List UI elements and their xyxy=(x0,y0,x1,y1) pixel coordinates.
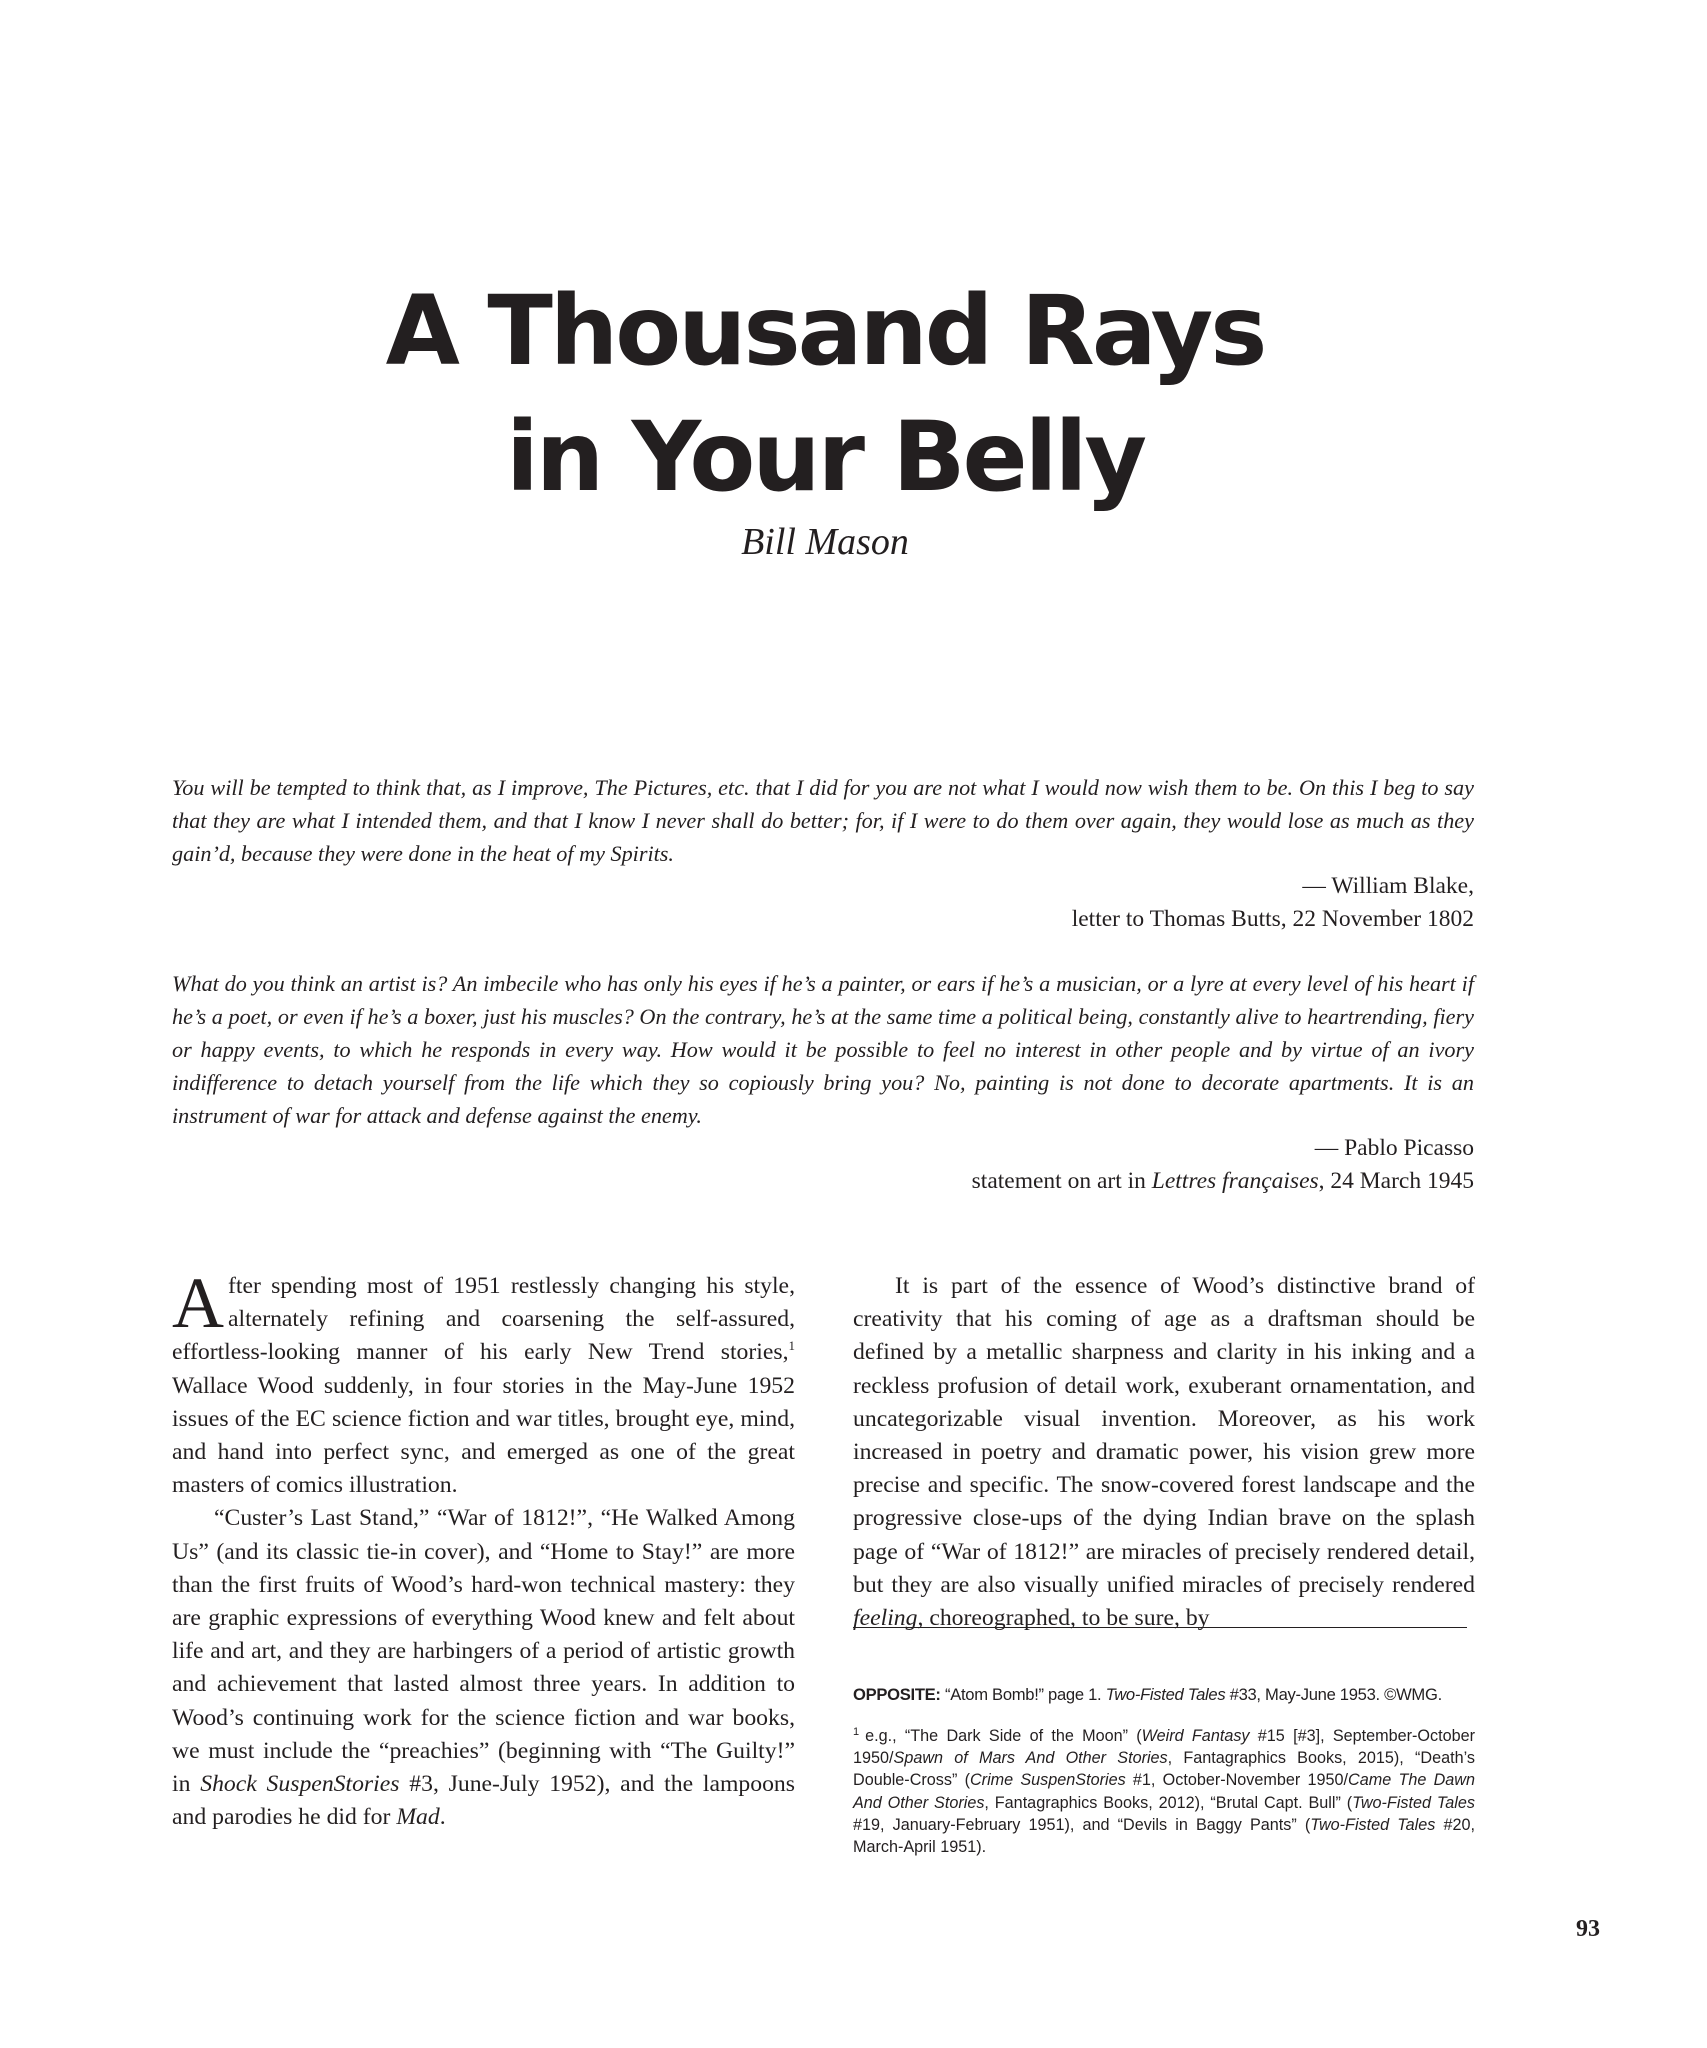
footnote-number: 1 xyxy=(853,1725,860,1738)
footnote-1 xyxy=(853,1725,1475,1858)
footnote-ref: 1 xyxy=(788,1338,795,1354)
p1-text-a: fter spending most of 1951 restlessly changing his style, alternately refining and coarsening the self-assured, effortless-looking manner of his early New Trend stories, xyxy=(172,1273,795,1366)
epigraph-text: You will be tempted to think that, as I improve, The Pictures, etc. that I did for you are not what I would now wish them to be. On this I beg to say that they are what I intended them, and that I know I never shall do better; for, if I were to do them over again, they would lose as much as they gain’d, because they were done in the heat of my Spirits. xyxy=(172,775,1474,866)
caption-text-b: #33, May-June 1953. ©WMG. xyxy=(1225,1685,1442,1704)
source-title: Lettres françaises xyxy=(1151,1168,1319,1194)
title-line-1: A Thousand Rays xyxy=(385,275,1265,387)
fn-text: , Fantagraphics Books, 2012), “Brutal Capt. Bull” ( xyxy=(984,1793,1353,1812)
p1-text-b: Wallace Wood suddenly, in four stories in the May-June 1952 issues of the EC science fiction and war titles, brought eye, mind, and hand into perfect sync, and emerged as one of the great masters of comics illustration. xyxy=(172,1372,795,1499)
p3-text-b: , choreographed, to be sure, by xyxy=(917,1605,1210,1632)
p2-text-a: “Custer’s Last Stand,” “War of 1812!”, “He Walked Among Us” (and its classic tie-in cover), and “Home to Stay!” are more than the first fruits of Wood’s hard-won technical mastery: they are graphic expressions of everything Wood knew and felt about life and art, and they are harbingers of a period of artistic growth and achievement that lasted almost three years. In addition to Wood’s continuing work for the science fiction and war books, we must include the “preachies” (beginning with “The Guilty!” in xyxy=(172,1505,795,1798)
fn-title: Crime SuspenStories xyxy=(969,1771,1126,1790)
fn-text: , Fantagraphics Books, 2015), “Death’s Double-Cross” ( xyxy=(853,1749,1475,1790)
epigraph-text: What do you think an artist is? An imbecile who has only his eyes if he’s a painter, or ears if he’s a musician, or a lyre at every level of his heart if he’s a poet, or even if he’s a boxer, just his muscles? On the contrary, he’s at the same time a political being, constantly alive to heartrending, fiery or happy events, to which he responds in every way. How would it be possible to feel no interest in other people and by virtue of an ivory indifference to detach yourself from the life which they so copiously bring you? No, painting is not done to decorate apartments. It is an instrument of war for attack and defense against the enemy. xyxy=(172,971,1474,1128)
fn-text: e.g., “The Dark Side of the Moon” ( xyxy=(865,1727,1142,1745)
p2-text-c: . xyxy=(439,1804,446,1831)
footnote-divider xyxy=(853,1627,1467,1628)
p3-emphasis: feeling xyxy=(853,1605,918,1632)
source-suffix: , 24 March 1945 xyxy=(1318,1168,1474,1194)
fn-text: #1, October-November 1950/ xyxy=(1125,1771,1349,1790)
fn-title: Spawn of Mars And Other Stories xyxy=(893,1749,1168,1768)
body-paragraph-3 xyxy=(853,1270,1475,1635)
p2-text-b: #3, June-July 1952), and the lampoons and parodies he did for xyxy=(172,1771,795,1831)
body-column-left xyxy=(172,1263,795,1834)
epigraph-attribution-source xyxy=(172,1165,1474,1198)
epigraph-attribution-source: letter to Thomas Butts, 22 November 1802 xyxy=(1071,906,1474,932)
fn-text: #20, March-April 1951). xyxy=(853,1815,1475,1857)
body-paragraph-2 xyxy=(172,1502,795,1834)
fn-title: Came The Dawn And Other Stories xyxy=(853,1771,1475,1812)
caption-label: OPPOSITE: xyxy=(853,1685,941,1704)
epigraph-attribution-name: — William Blake, xyxy=(1302,873,1474,899)
fn-title: Two-Fisted Tales xyxy=(1310,1815,1436,1834)
fn-title: Two-Fisted Tales xyxy=(1352,1793,1475,1812)
article-title xyxy=(0,268,1650,520)
figure-caption xyxy=(853,1684,1475,1706)
p2-title-a: Shock SuspenStories xyxy=(200,1771,400,1798)
fn-text: #15 [#3], September-October 1950/ xyxy=(853,1727,1475,1768)
drop-cap: A xyxy=(172,1263,224,1343)
epigraph-picasso xyxy=(172,967,1474,1198)
body-paragraph-1 xyxy=(172,1263,795,1502)
p2-title-b: Mad xyxy=(396,1804,440,1831)
author-byline: Bill Mason xyxy=(741,521,909,563)
fn-title: Weird Fantasy xyxy=(1141,1727,1250,1745)
caption-text-a: “Atom Bomb!” page 1. xyxy=(940,1685,1106,1704)
title-line-2: in Your Belly xyxy=(505,401,1145,513)
fn-text: #19, January-February 1951), and “Devils in Baggy Pants” ( xyxy=(853,1815,1311,1834)
source-prefix: statement on art in xyxy=(971,1168,1152,1194)
page-number: 93 xyxy=(1576,1916,1600,1942)
caption-title: Two-Fisted Tales xyxy=(1105,1685,1226,1704)
body-column-right xyxy=(853,1270,1475,1635)
epigraph-attribution-name: — Pablo Picasso xyxy=(1314,1135,1474,1161)
epigraph-blake xyxy=(172,771,1474,936)
p3-text-a: It is part of the essence of Wood’s distinctive brand of creativity that his coming of age as a draftsman should be defined by a metallic sharpness and clarity in his inking and a reckless profusion of detail work, exuberant ornamentation, and uncategorizable visual invention. Moreover, as his work increased in poetry and dramatic power, his vision grew more precise and specific. The snow-covered forest landscape and the progressive close-ups of the dying Indian brave on the splash page of “War of 1812!” are miracles of precisely rendered detail, but they are also visually unified miracles of precisely rendered xyxy=(853,1273,1475,1598)
